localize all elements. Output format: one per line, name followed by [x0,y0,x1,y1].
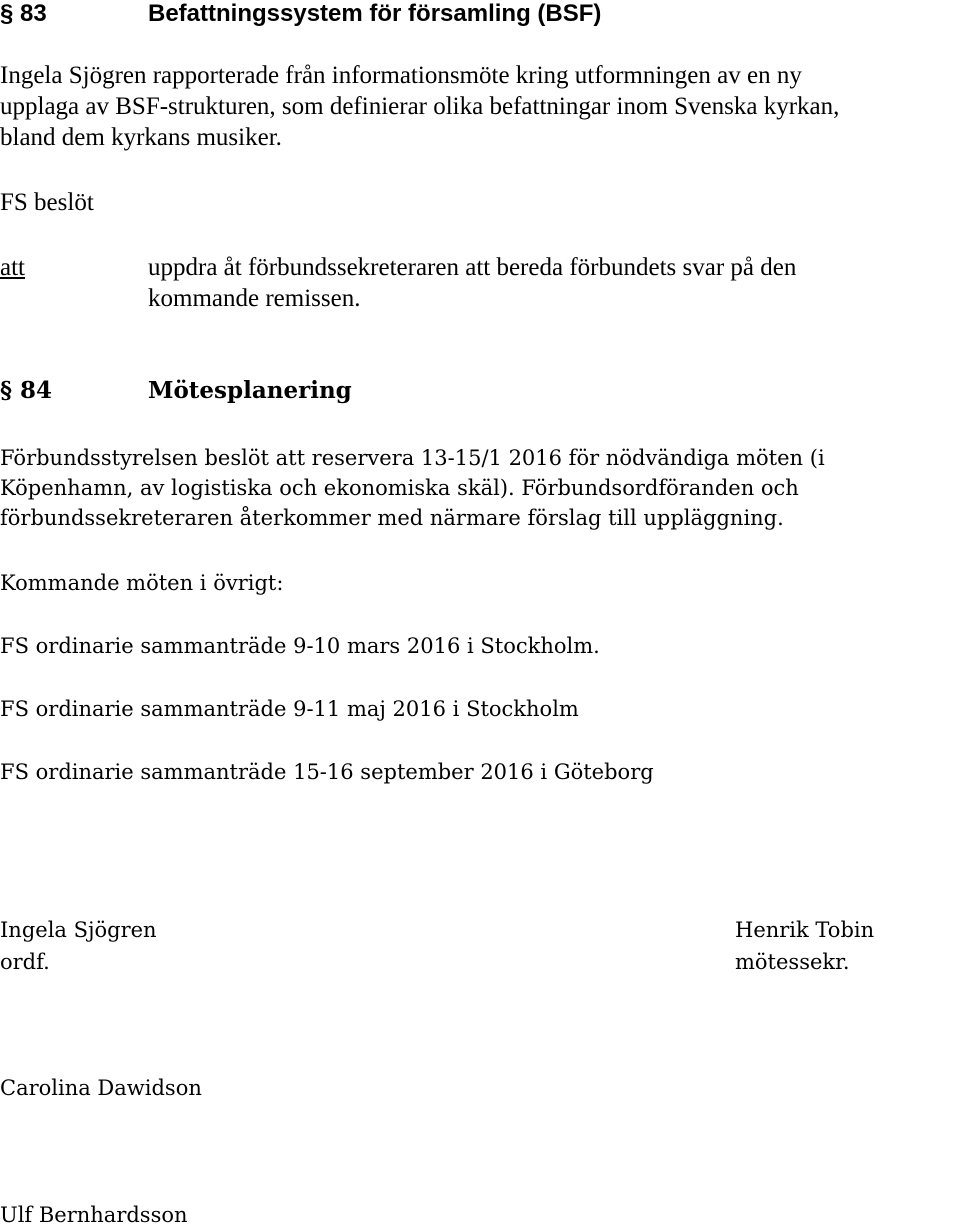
signature-right-name: Henrik Tobin [735,918,875,942]
section-83-title: Befattningssystem för församling (BSF) [148,0,602,27]
decision-line: kommande remissen. [148,285,361,312]
meeting-item: FS ordinarie sammanträde 9-10 mars 2016 i Stockholm. [0,634,600,658]
decision-line: uppdra åt förbundssekreteraren att bereda förbundets svar på den [148,254,797,281]
checker-name: Ulf Bernhardsson [0,1203,188,1227]
signature-right-role: mötessekr. [735,950,850,974]
meeting-item: FS ordinarie sammanträde 9-11 maj 2016 i Stockholm [0,697,579,721]
section-84-heading [0,379,352,402]
paragraph-line: Köpenhamn, av logistiska och ekonomiska skäl). Förbundsordföranden och [0,476,799,500]
signature-left-role: ordf. [0,950,50,974]
att-label: att [0,254,25,281]
section-84-title: Mötesplanering [148,377,352,404]
checker-name: Carolina Dawidson [0,1076,202,1100]
section-83-paragraph [0,60,960,153]
section-84-number: § 84 [0,377,53,404]
section-84-paragraph [0,443,960,533]
decision-label: FS beslöt [0,189,94,216]
decision-text [148,252,960,314]
signature-left-name: Ingela Sjögren [0,918,157,942]
section-83-heading [0,2,601,26]
paragraph-line: Förbundsstyrelsen beslöt att reservera 13-15/1 2016 för nödvändiga möten (i [0,446,825,470]
paragraph-line: förbundssekreteraren återkommer med närmare förslag till uppläggning. [0,506,784,530]
paragraph-line: Ingela Sjögren rapporterade från informationsmöte kring utformningen av en ny [0,62,802,89]
paragraph-line: upplaga av BSF-strukturen, som definierar olika befattningar inom Svenska kyrkan, [0,93,840,120]
meeting-item: FS ordinarie sammanträde 15-16 september 2016 i Göteborg [0,760,654,784]
paragraph-line: bland dem kyrkans musiker. [0,124,282,151]
section-83-number: § 83 [0,0,47,27]
meetings-heading: Kommande möten i övrigt: [0,571,284,595]
